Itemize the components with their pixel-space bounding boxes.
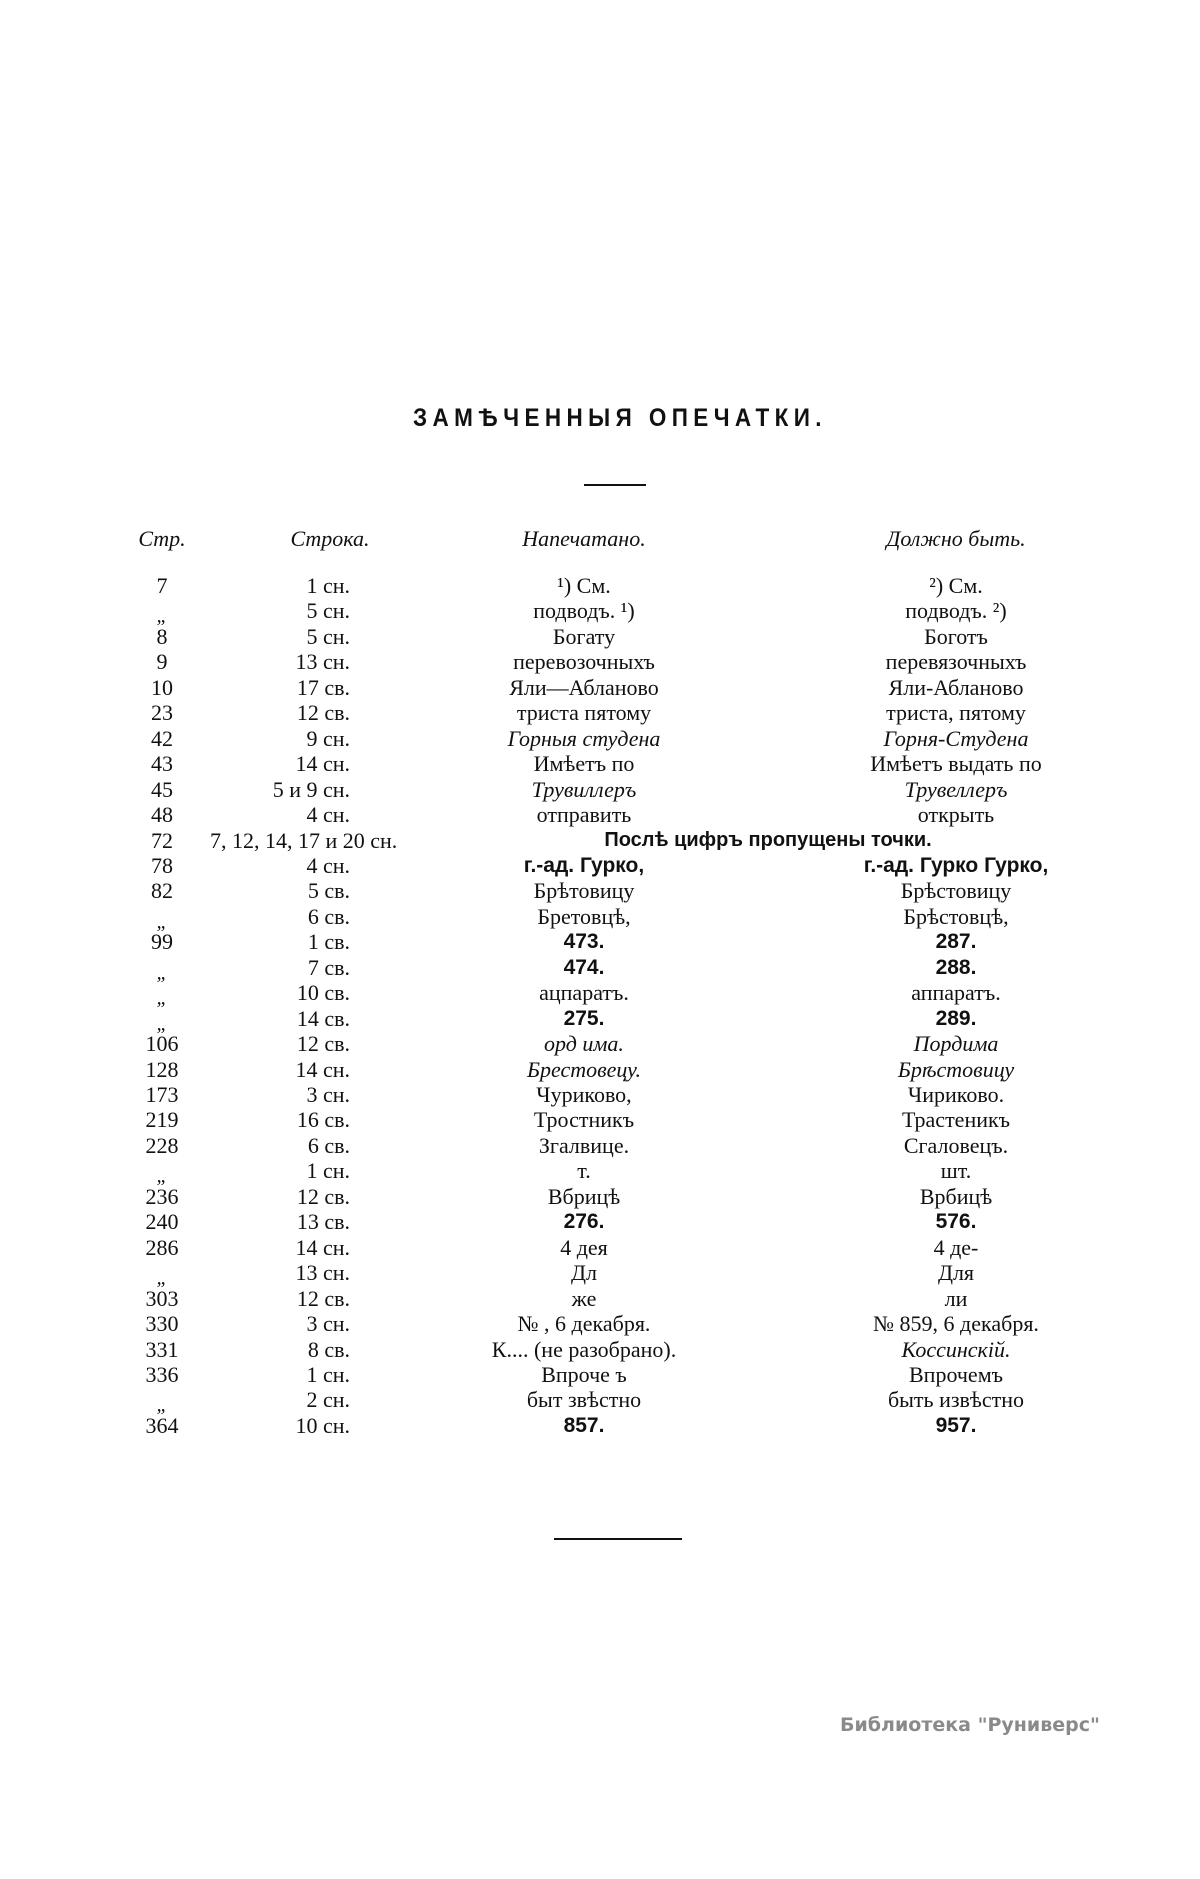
- page-number: 43: [151, 751, 173, 777]
- printed-text: ацпаратъ.: [539, 980, 629, 1006]
- table-row: [0, 598, 1200, 628]
- table-row: [0, 1107, 1200, 1132]
- page-number: 78: [151, 852, 173, 878]
- correct-text: перевязочныхъ: [885, 649, 1027, 675]
- header-line: Строка.: [290, 526, 370, 551]
- page-number: „: [156, 1394, 168, 1417]
- page-number: 99: [151, 929, 173, 955]
- line-ref: 1 сн.: [306, 573, 350, 598]
- correct-text: Имѣетъ выдать по: [870, 751, 1042, 777]
- correct-text: Яли-Абланово: [888, 674, 1024, 700]
- printed-text: Тростникъ: [533, 1107, 635, 1133]
- correct-text: Брѣстовицу: [900, 878, 1012, 904]
- page-number: 173: [145, 1082, 179, 1107]
- correct-text: 576.: [935, 1210, 977, 1234]
- page-number: 45: [151, 776, 173, 802]
- line-ref: 14 сн.: [295, 751, 350, 777]
- printed-text: же: [571, 1285, 597, 1311]
- line-ref: 9 сн.: [306, 725, 350, 751]
- library-watermark: Библиотека "Руниверс": [840, 1714, 1100, 1736]
- table-row: [0, 1184, 1200, 1209]
- table-row: [0, 828, 1200, 853]
- line-ref: 7, 12, 14, 17 и 20 сн.: [210, 827, 398, 853]
- line-ref: 14 сн.: [295, 1234, 350, 1260]
- table-row: [0, 954, 1200, 984]
- line-ref: 5 и 9 сн.: [272, 776, 350, 802]
- printed-text: Брестовецу.: [526, 1056, 642, 1082]
- correct-text: ²) См.: [929, 573, 983, 598]
- correct-text: Сгаловецъ.: [903, 1132, 1009, 1158]
- table-row: [0, 1133, 1200, 1158]
- printed-text: Яли—Абланово: [509, 674, 659, 700]
- printed-text: т.: [577, 1158, 591, 1184]
- line-ref: 13 сн.: [295, 1260, 350, 1286]
- printed-text: Брѣтовицу: [533, 878, 635, 904]
- page-number: 82: [151, 878, 173, 904]
- printed-text: Богату: [552, 623, 616, 649]
- line-ref: 13 сн.: [295, 649, 350, 675]
- page-number: 236: [145, 1183, 179, 1209]
- correct-text: Пордима: [913, 1031, 999, 1057]
- correct-text: Боготъ: [924, 623, 988, 649]
- printed-text: 474.: [563, 955, 605, 979]
- printed-text: триста пятому: [516, 700, 652, 726]
- line-ref: 3 сн.: [306, 1082, 350, 1107]
- table-row: [0, 726, 1200, 751]
- table-row: [0, 853, 1200, 878]
- printed-text: г.-ад. Гурко,: [523, 853, 645, 877]
- table-row: [0, 1082, 1200, 1107]
- table-row: [0, 1260, 1200, 1290]
- correct-text: Впрочемъ: [908, 1361, 1004, 1387]
- page-number: 228: [145, 1132, 179, 1158]
- page-number: 48: [151, 802, 173, 828]
- printed-text: К.... (не разобрано).: [491, 1336, 677, 1362]
- printed-text: орд има.: [544, 1031, 624, 1057]
- correct-text: № 859, 6 декабря.: [873, 1311, 1039, 1337]
- page-number: 336: [145, 1361, 179, 1387]
- page-number: 106: [145, 1031, 179, 1057]
- correct-text: Брѣстовцѣ,: [903, 903, 1009, 929]
- table-row: [0, 573, 1200, 598]
- page-number: „: [156, 910, 168, 933]
- table-row: [0, 1057, 1200, 1082]
- page-number: „: [156, 1012, 168, 1035]
- table-row: [0, 980, 1200, 1010]
- page-number: 240: [145, 1209, 179, 1235]
- table-row: [0, 1209, 1200, 1234]
- correct-text: быть извѣстно: [887, 1387, 1025, 1413]
- line-ref: 13 св.: [296, 1209, 350, 1235]
- printed-text: Дл: [571, 1260, 597, 1286]
- printed-text: Бретовцѣ,: [537, 903, 631, 929]
- line-ref: 2 сн.: [306, 1387, 350, 1413]
- page-number: „: [156, 1165, 168, 1188]
- printed-text: Впроче ъ: [541, 1361, 627, 1387]
- table-row: [0, 903, 1200, 933]
- line-ref: 1 сн.: [306, 1361, 350, 1387]
- line-ref: 3 сн.: [306, 1311, 350, 1337]
- page-number: „: [156, 961, 168, 984]
- printed-text: 275.: [563, 1006, 605, 1030]
- correct-text: 957.: [935, 1413, 977, 1437]
- correct-text: 287.: [935, 930, 977, 954]
- correct-text: Чириково.: [907, 1082, 1005, 1107]
- printed-text: Имѣетъ по: [533, 751, 635, 777]
- correct-text: Врбицѣ: [919, 1183, 993, 1209]
- page-number: „: [156, 605, 168, 628]
- table-row: [0, 777, 1200, 802]
- correct-text: открыть: [917, 802, 995, 828]
- header-page: Стр.: [138, 526, 186, 551]
- line-ref: 12 св.: [296, 700, 350, 726]
- line-ref: 17 св.: [296, 674, 350, 700]
- table-row: [0, 675, 1200, 700]
- line-ref: 12 св.: [296, 1285, 350, 1311]
- line-ref: 10 св.: [296, 980, 350, 1006]
- correct-text: Трувеллеръ: [904, 776, 1008, 802]
- correct-text: Коссинскій.: [901, 1336, 1011, 1362]
- printed-text: 276.: [563, 1210, 605, 1234]
- line-ref: 12 св.: [296, 1031, 350, 1057]
- line-ref: 7 св.: [307, 954, 350, 980]
- table-row: [0, 700, 1200, 725]
- line-ref: 16 св.: [296, 1107, 350, 1133]
- correct-text: 288.: [935, 955, 977, 979]
- table-row: [0, 929, 1200, 954]
- printed-text: Вбрицѣ: [547, 1183, 621, 1209]
- printed-text: 4 дея: [560, 1234, 608, 1260]
- line-ref: 4 сн.: [306, 852, 350, 878]
- line-ref: 12 св.: [296, 1183, 350, 1209]
- table-row: [0, 1337, 1200, 1362]
- table-row: [0, 1158, 1200, 1188]
- table-row: [0, 649, 1200, 674]
- printed-text: 857.: [563, 1413, 605, 1437]
- header-printed: Напечатано.: [522, 526, 646, 551]
- printed-text: ¹) См.: [557, 573, 611, 598]
- printed-text: быт звѣстно: [526, 1387, 642, 1413]
- page-number: 10: [151, 674, 173, 700]
- page-number: 9: [156, 649, 168, 675]
- page-number: 330: [145, 1311, 179, 1337]
- printed-text: Згалвице.: [538, 1132, 630, 1158]
- correct-text: Для: [937, 1260, 975, 1286]
- printed-text: Трувиллеръ: [531, 776, 637, 802]
- printed-text: перевозочныхъ: [513, 649, 655, 675]
- header-should-be: Должно быть.: [886, 526, 1026, 551]
- printed-text: Чуриково,: [536, 1082, 632, 1107]
- page-number: 23: [151, 700, 173, 726]
- page-title: ЗАМѢЧЕННЫЯ ОПЕЧАТКИ.: [413, 404, 827, 432]
- bottom-divider: [554, 1538, 682, 1540]
- merged-note: Послѣ цифръ пропущены точки.: [604, 828, 932, 851]
- line-ref: 4 сн.: [306, 802, 350, 828]
- page-number: „: [156, 987, 168, 1010]
- printed-text: № , 6 декабря.: [517, 1311, 651, 1337]
- line-ref: 8 св.: [307, 1336, 350, 1362]
- printed-text: 473.: [563, 930, 605, 954]
- table-row: [0, 1286, 1200, 1311]
- correct-text: аппаратъ.: [911, 980, 1001, 1006]
- table-row: [0, 751, 1200, 776]
- correct-text: подводъ. ²): [905, 598, 1007, 624]
- table-row: [0, 1031, 1200, 1056]
- line-ref: 14 св.: [296, 1005, 350, 1031]
- page-number: 128: [145, 1056, 179, 1082]
- line-ref: 6 св.: [307, 903, 350, 929]
- printed-text: отправить: [536, 802, 632, 828]
- table-row: [0, 1362, 1200, 1387]
- line-ref: 5 св.: [307, 878, 350, 904]
- correct-text: шт.: [940, 1158, 972, 1184]
- line-ref: 1 св.: [307, 929, 350, 955]
- correct-text: 4 де-: [933, 1234, 979, 1260]
- correct-text: Трастеникъ: [901, 1107, 1011, 1133]
- page-number: 42: [151, 725, 173, 751]
- table-row: [0, 1235, 1200, 1260]
- page-number: 303: [145, 1285, 179, 1311]
- table-row: [0, 1413, 1200, 1438]
- correct-text: 289.: [935, 1006, 977, 1030]
- line-ref: 1 сн.: [306, 1158, 350, 1184]
- page-number: 8: [156, 623, 168, 649]
- page-number: 72: [151, 827, 173, 853]
- table-row: [0, 802, 1200, 827]
- table-row: [0, 1311, 1200, 1336]
- line-ref: 10 сн.: [295, 1412, 350, 1438]
- title-divider: [584, 484, 646, 486]
- correct-text: триста, пятому: [886, 700, 1026, 726]
- table-row: [0, 1005, 1200, 1035]
- page-number: 286: [145, 1234, 179, 1260]
- page-number: „: [156, 1267, 168, 1290]
- correct-text: Горня-Студена: [883, 725, 1029, 751]
- correct-text: ли: [944, 1285, 968, 1311]
- line-ref: 14 сн.: [295, 1056, 350, 1082]
- printed-text: Горныя студена: [507, 725, 661, 751]
- page-number: 219: [145, 1107, 179, 1133]
- printed-text: подводъ. ¹): [533, 598, 635, 624]
- line-ref: 5 сн.: [306, 623, 350, 649]
- page-number: 331: [145, 1336, 179, 1362]
- table-row: [0, 624, 1200, 649]
- page-number: 7: [156, 573, 168, 598]
- page-number: 364: [145, 1412, 179, 1438]
- table-row: [0, 1387, 1200, 1417]
- table-row: [0, 878, 1200, 903]
- line-ref: 6 св.: [307, 1132, 350, 1158]
- line-ref: 5 сн.: [306, 598, 350, 624]
- correct-text: Брѣстовицу: [897, 1056, 1015, 1082]
- correct-text: г.-ад. Гурко Гурко,: [863, 853, 1049, 877]
